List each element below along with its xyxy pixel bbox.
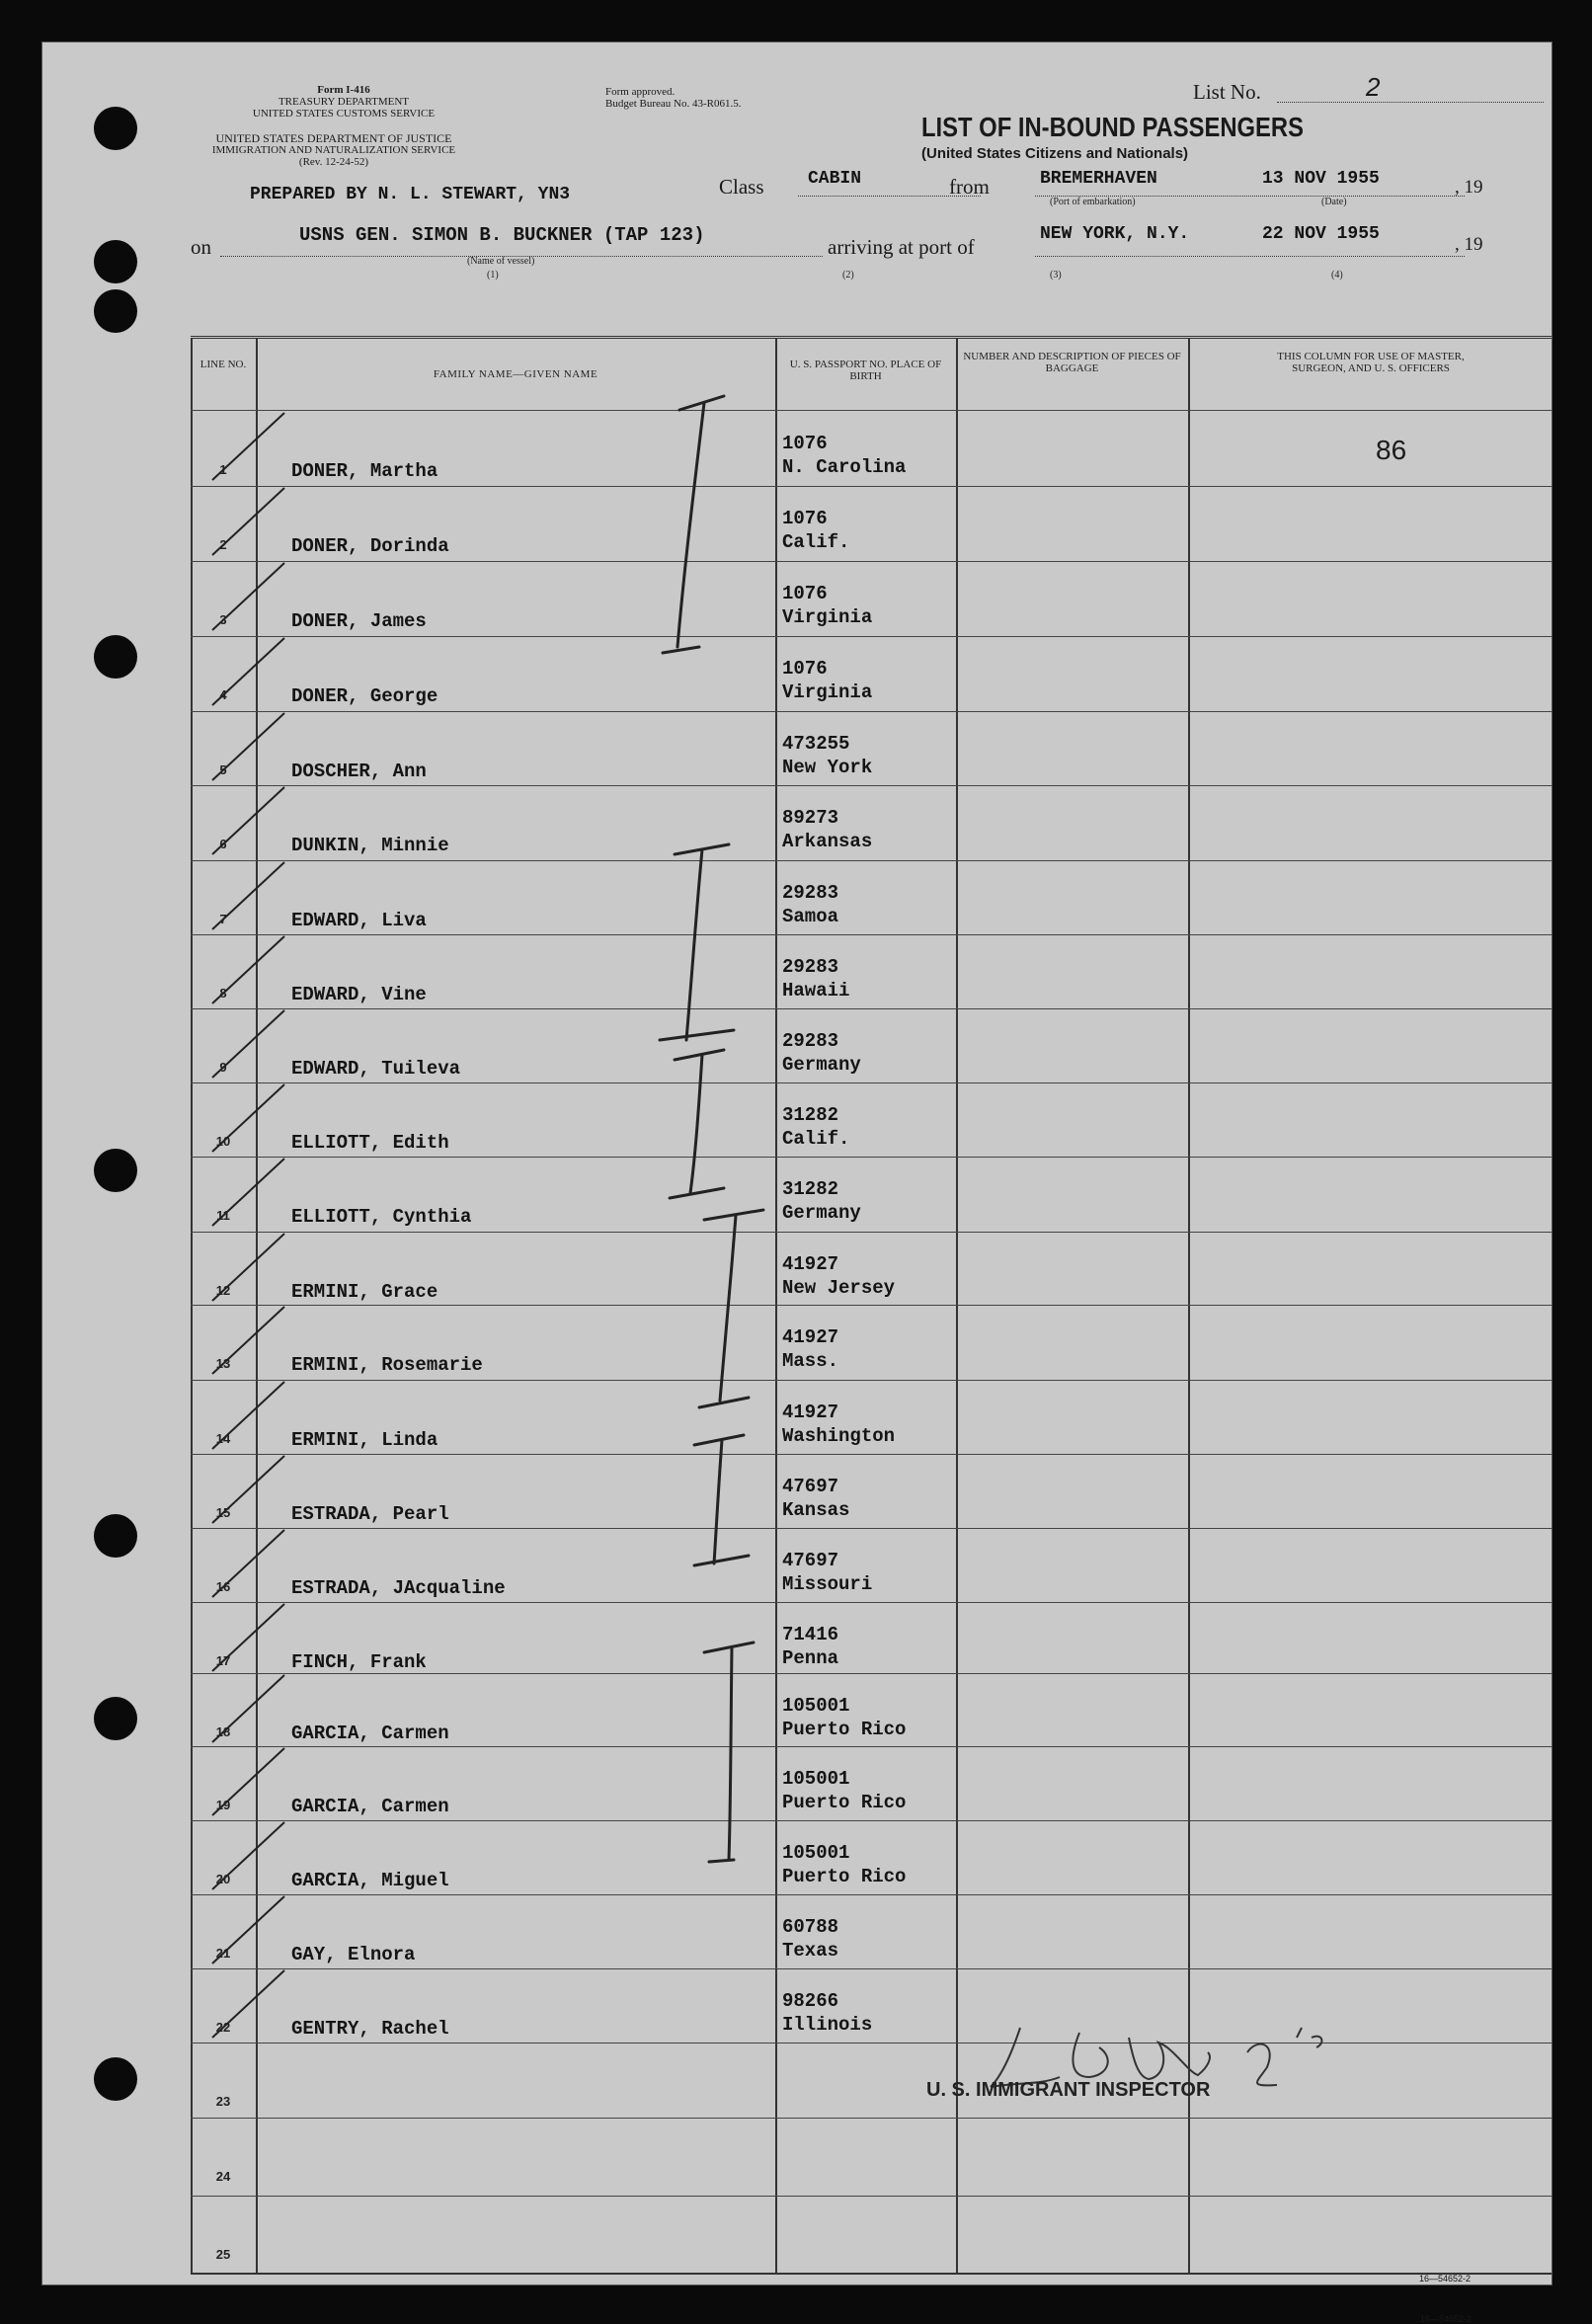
passenger-name: ESTRADA, JAcqualine [291, 1577, 506, 1599]
place-of-birth: Mass. [782, 1350, 839, 1372]
footer-code: 16—54652-2 [1420, 2314, 1473, 2324]
row-divider [191, 1454, 1552, 1455]
line-number: 20 [215, 1872, 231, 1886]
check-mark-icon [210, 1082, 289, 1157]
check-mark-icon [210, 1673, 289, 1747]
passport-number: 29283 [782, 1030, 839, 1052]
place-of-birth: Washington [782, 1425, 896, 1447]
place-of-birth: Calif. [782, 531, 850, 553]
place-of-birth: N. Carolina [782, 456, 907, 478]
check-mark-icon [210, 561, 289, 635]
passport-number: 47697 [782, 1550, 839, 1571]
row-divider [191, 860, 1552, 861]
line-number: 18 [215, 1724, 231, 1739]
line-number: 24 [215, 2169, 231, 2184]
passenger-name: EDWARD, Vine [291, 984, 427, 1005]
check-mark-icon [210, 785, 289, 859]
table-row [42, 1305, 1552, 1379]
table-row [42, 1454, 1552, 1528]
check-mark-icon [210, 1232, 289, 1306]
passport-number: 29283 [782, 956, 839, 978]
check-mark-icon [210, 1380, 289, 1454]
row-divider [191, 1746, 1552, 1747]
arrival-date: 22 NOV 1955 [1262, 224, 1380, 244]
passenger-name: DONER, Martha [291, 460, 438, 482]
from-label: from [949, 175, 990, 199]
row-divider [191, 1528, 1552, 1529]
embark-date: 13 NOV 1955 [1262, 169, 1380, 189]
agency-block [220, 84, 467, 120]
form-sheet [41, 41, 1552, 2324]
place-of-birth: Germany [782, 1202, 861, 1224]
check-mark-icon [210, 1746, 289, 1820]
place-of-birth: Germany [782, 1054, 861, 1076]
passport-number: 105001 [782, 1842, 850, 1864]
line-number: 19 [215, 1798, 231, 1812]
place-of-birth: Missouri [782, 1573, 873, 1595]
punch-hole [94, 107, 137, 150]
port-embark-caption: (Port of embarkation) [1050, 197, 1136, 207]
line-number: 12 [215, 1283, 231, 1298]
row-divider [191, 2118, 1552, 2119]
place-of-birth: Penna [782, 1647, 839, 1669]
officer-note: 86 [1376, 435, 1407, 465]
place-of-birth: Puerto Rico [782, 1866, 907, 1887]
passenger-name: DOSCHER, Ann [291, 761, 427, 782]
passenger-name: ERMINI, Rosemarie [291, 1354, 483, 1376]
table-bottom-border [191, 2273, 1552, 2275]
date-caption: (Date) [1321, 197, 1347, 207]
check-mark-icon [210, 1968, 289, 2043]
passport-number: 41927 [782, 1253, 839, 1275]
row-divider [191, 1968, 1552, 1969]
line-number: 6 [219, 837, 227, 851]
check-mark-icon [210, 411, 289, 485]
check-mark-icon [210, 1157, 289, 1231]
table-row [42, 711, 1552, 785]
passport-number: 98266 [782, 1990, 839, 2012]
row-divider [191, 1673, 1552, 1674]
on-label: on [191, 235, 211, 259]
place-of-birth: New Jersey [782, 1277, 896, 1299]
line-number: 14 [215, 1431, 231, 1446]
place-of-birth: Virginia [782, 681, 873, 703]
table-row [42, 1602, 1552, 1676]
arrival-line [1035, 256, 1465, 257]
line-number: 7 [219, 912, 227, 926]
row-divider [191, 1820, 1552, 1821]
check-mark-icon [210, 486, 289, 560]
table-row [42, 1894, 1552, 1968]
table-row [42, 486, 1552, 560]
vessel-name: USNS GEN. SIMON B. BUCKNER (TAP 123) [299, 224, 705, 246]
line-number: 21 [215, 1946, 231, 1961]
table-row [42, 934, 1552, 1008]
dept-treasury: TREASURY DEPARTMENT [278, 96, 410, 108]
passenger-name: DONER, Dorinda [291, 535, 449, 557]
form-number: Form I-416 [317, 84, 370, 96]
inspector-stamp: U. S. IMMIGRANT INSPECTOR [926, 2079, 1211, 2101]
header-officers: THIS COLUMN FOR USE OF MASTER, SURGEON, AND U. S. OFFICERS [1277, 351, 1465, 374]
table-row [42, 1746, 1552, 1820]
passenger-name: GENTRY, Rachel [291, 2018, 449, 2040]
line-number: 16 [215, 1579, 231, 1594]
passport-number: 1076 [782, 508, 828, 529]
prepared-by: PREPARED BY N. L. STEWART, YN3 [250, 185, 571, 204]
place-of-birth: Texas [782, 1940, 839, 1962]
vessel-caption: (Name of vessel) [467, 256, 535, 267]
passport-number: 41927 [782, 1402, 839, 1423]
year-suffix-2: , 19 [1455, 234, 1483, 255]
passport-number: 1076 [782, 658, 828, 680]
table-row [42, 561, 1552, 635]
row-divider [191, 711, 1552, 712]
revision: (Rev. 12-24-52) [298, 156, 369, 168]
table-row [42, 1157, 1552, 1231]
line-number: 11 [216, 1208, 230, 1223]
place-of-birth: Puerto Rico [782, 1719, 907, 1740]
check-mark-icon [210, 711, 289, 785]
passenger-name: DONER, George [291, 685, 438, 707]
list-no-line [1277, 102, 1544, 103]
passenger-name: ERMINI, Grace [291, 1281, 438, 1303]
passport-number: 41927 [782, 1326, 839, 1348]
passenger-name: GARCIA, Miguel [291, 1870, 449, 1891]
place-of-birth: Arkansas [782, 831, 873, 852]
header-passport: U. S. PASSPORT NO. PLACE OF BIRTH [789, 359, 942, 382]
passenger-name: GAY, Elnora [291, 1944, 416, 1965]
row-divider [191, 561, 1552, 562]
row-divider [191, 1157, 1552, 1158]
line-number: 15 [215, 1505, 231, 1520]
dept-ins: IMMIGRATION AND NATURALIZATION SERVICE [211, 144, 456, 156]
passenger-name: DONER, James [291, 610, 427, 632]
form-code: 16—54652-2 [1419, 2274, 1472, 2284]
passenger-name: EDWARD, Liva [291, 910, 427, 931]
check-mark-icon [210, 1602, 289, 1676]
approval-block [605, 86, 741, 110]
passenger-name: FINCH, Frank [291, 1651, 427, 1673]
table-top-border [191, 336, 1552, 339]
passport-number: 71416 [782, 1624, 839, 1645]
row-divider [191, 1894, 1552, 1895]
row-divider [191, 785, 1552, 786]
class-value: CABIN [808, 169, 862, 189]
punch-hole [94, 240, 137, 283]
line-number: 3 [219, 612, 227, 627]
place-of-birth: New York [782, 757, 873, 778]
table-row [42, 1232, 1552, 1306]
passenger-name: DUNKIN, Minnie [291, 835, 449, 856]
passenger-name: ERMINI, Linda [291, 1429, 438, 1451]
caption-3: (3) [1050, 270, 1062, 280]
place-of-birth: Hawaii [782, 980, 850, 1002]
row-divider [191, 486, 1552, 487]
line-number: 5 [219, 762, 227, 777]
line-number: 2 [219, 537, 227, 552]
check-mark-icon [210, 860, 289, 934]
header-name: FAMILY NAME—GIVEN NAME [433, 368, 598, 380]
dept-justice: UNITED STATES DEPARTMENT OF JUSTICE [215, 131, 452, 145]
passport-number: 105001 [782, 1695, 850, 1717]
page-subtitle: (United States Citizens and Nationals) [921, 145, 1189, 162]
passport-number: 31282 [782, 1178, 839, 1200]
page-title: LIST OF IN-BOUND PASSENGERS [921, 112, 1305, 142]
check-mark-icon [210, 1305, 289, 1379]
line-number: 23 [215, 2094, 231, 2109]
passport-number: 105001 [782, 1768, 850, 1790]
row-divider [191, 934, 1552, 935]
table-row [42, 785, 1552, 859]
dept-customs: UNITED STATES CUSTOMS SERVICE [252, 108, 436, 120]
row-divider [191, 1305, 1552, 1306]
line-number: 22 [215, 2020, 231, 2035]
passenger-name: ESTRADA, Pearl [291, 1503, 449, 1525]
passport-number: 47697 [782, 1476, 839, 1497]
year-suffix-1: , 19 [1455, 177, 1483, 198]
arriving-label: arriving at port of [828, 235, 975, 259]
table-row [42, 1673, 1552, 1747]
passport-number: 89273 [782, 807, 839, 829]
list-no-label: List No. [1193, 80, 1261, 104]
table-row [42, 1380, 1552, 1454]
row-divider [191, 636, 1552, 637]
place-of-birth: Puerto Rico [782, 1792, 907, 1813]
passenger-name: GARCIA, Carmen [291, 1723, 449, 1744]
class-label: Class [719, 175, 764, 199]
line-number: 8 [219, 986, 227, 1001]
check-mark-icon [210, 1454, 289, 1528]
check-mark-icon [210, 1894, 289, 1968]
line-number: 1 [219, 462, 227, 477]
place-of-birth: Virginia [782, 606, 873, 628]
table-row [42, 1528, 1552, 1602]
list-no-value: 2 [1366, 72, 1381, 102]
table-row [42, 2118, 1552, 2192]
table-row [42, 860, 1552, 934]
passenger-name: GARCIA, Carmen [291, 1796, 449, 1817]
passport-number: 1076 [782, 433, 828, 454]
line-number: 9 [219, 1060, 227, 1075]
passport-number: 473255 [782, 733, 850, 755]
table-row [42, 1008, 1552, 1082]
passenger-name: ELLIOTT, Cynthia [291, 1206, 472, 1228]
line-number: 4 [219, 687, 227, 702]
agency-block-2 [186, 132, 482, 168]
header-line-no: LINE NO. [199, 359, 247, 370]
passenger-name: ELLIOTT, Edith [291, 1132, 449, 1154]
arrival-port: NEW YORK, N.Y. [1040, 224, 1190, 244]
line-number: 10 [215, 1134, 231, 1149]
approval-line1: Form approved. [605, 86, 676, 98]
punch-hole [94, 289, 137, 333]
check-mark-icon [210, 1528, 289, 1602]
approval-line2: Budget Bureau No. 43-R061.5. [605, 98, 742, 110]
from-value: BREMERHAVEN [1040, 169, 1157, 189]
place-of-birth: Kansas [782, 1499, 850, 1521]
table-row [42, 1820, 1552, 1894]
header-baggage: NUMBER AND DESCRIPTION OF PIECES OF BAGGAGE [963, 351, 1181, 374]
line-number: 17 [215, 1653, 231, 1668]
row-divider [191, 1008, 1552, 1009]
check-mark-icon [210, 1820, 289, 1894]
caption-4: (4) [1331, 270, 1343, 280]
table-row [42, 411, 1552, 485]
row-divider [191, 1082, 1552, 1083]
table-row [42, 1082, 1552, 1157]
passport-number: 31282 [782, 1104, 839, 1126]
place-of-birth: Illinois [782, 2014, 873, 2036]
row-divider [191, 1602, 1552, 1603]
passenger-name: EDWARD, Tuileva [291, 1058, 461, 1080]
check-mark-icon [210, 636, 289, 710]
place-of-birth: Calif. [782, 1128, 850, 1150]
row-divider [191, 1380, 1552, 1381]
row-divider [191, 2196, 1552, 2197]
table-row [42, 2196, 1552, 2270]
place-of-birth: Samoa [782, 906, 839, 927]
line-number: 13 [215, 1356, 231, 1371]
check-mark-icon [210, 1008, 289, 1082]
caption-2: (2) [842, 270, 854, 280]
passport-number: 1076 [782, 583, 828, 604]
table-row [42, 636, 1552, 710]
passport-number: 60788 [782, 1916, 839, 1938]
passport-number: 29283 [782, 882, 839, 904]
caption-1: (1) [487, 270, 499, 280]
row-divider [191, 1232, 1552, 1233]
line-number: 25 [215, 2247, 231, 2262]
check-mark-icon [210, 934, 289, 1008]
